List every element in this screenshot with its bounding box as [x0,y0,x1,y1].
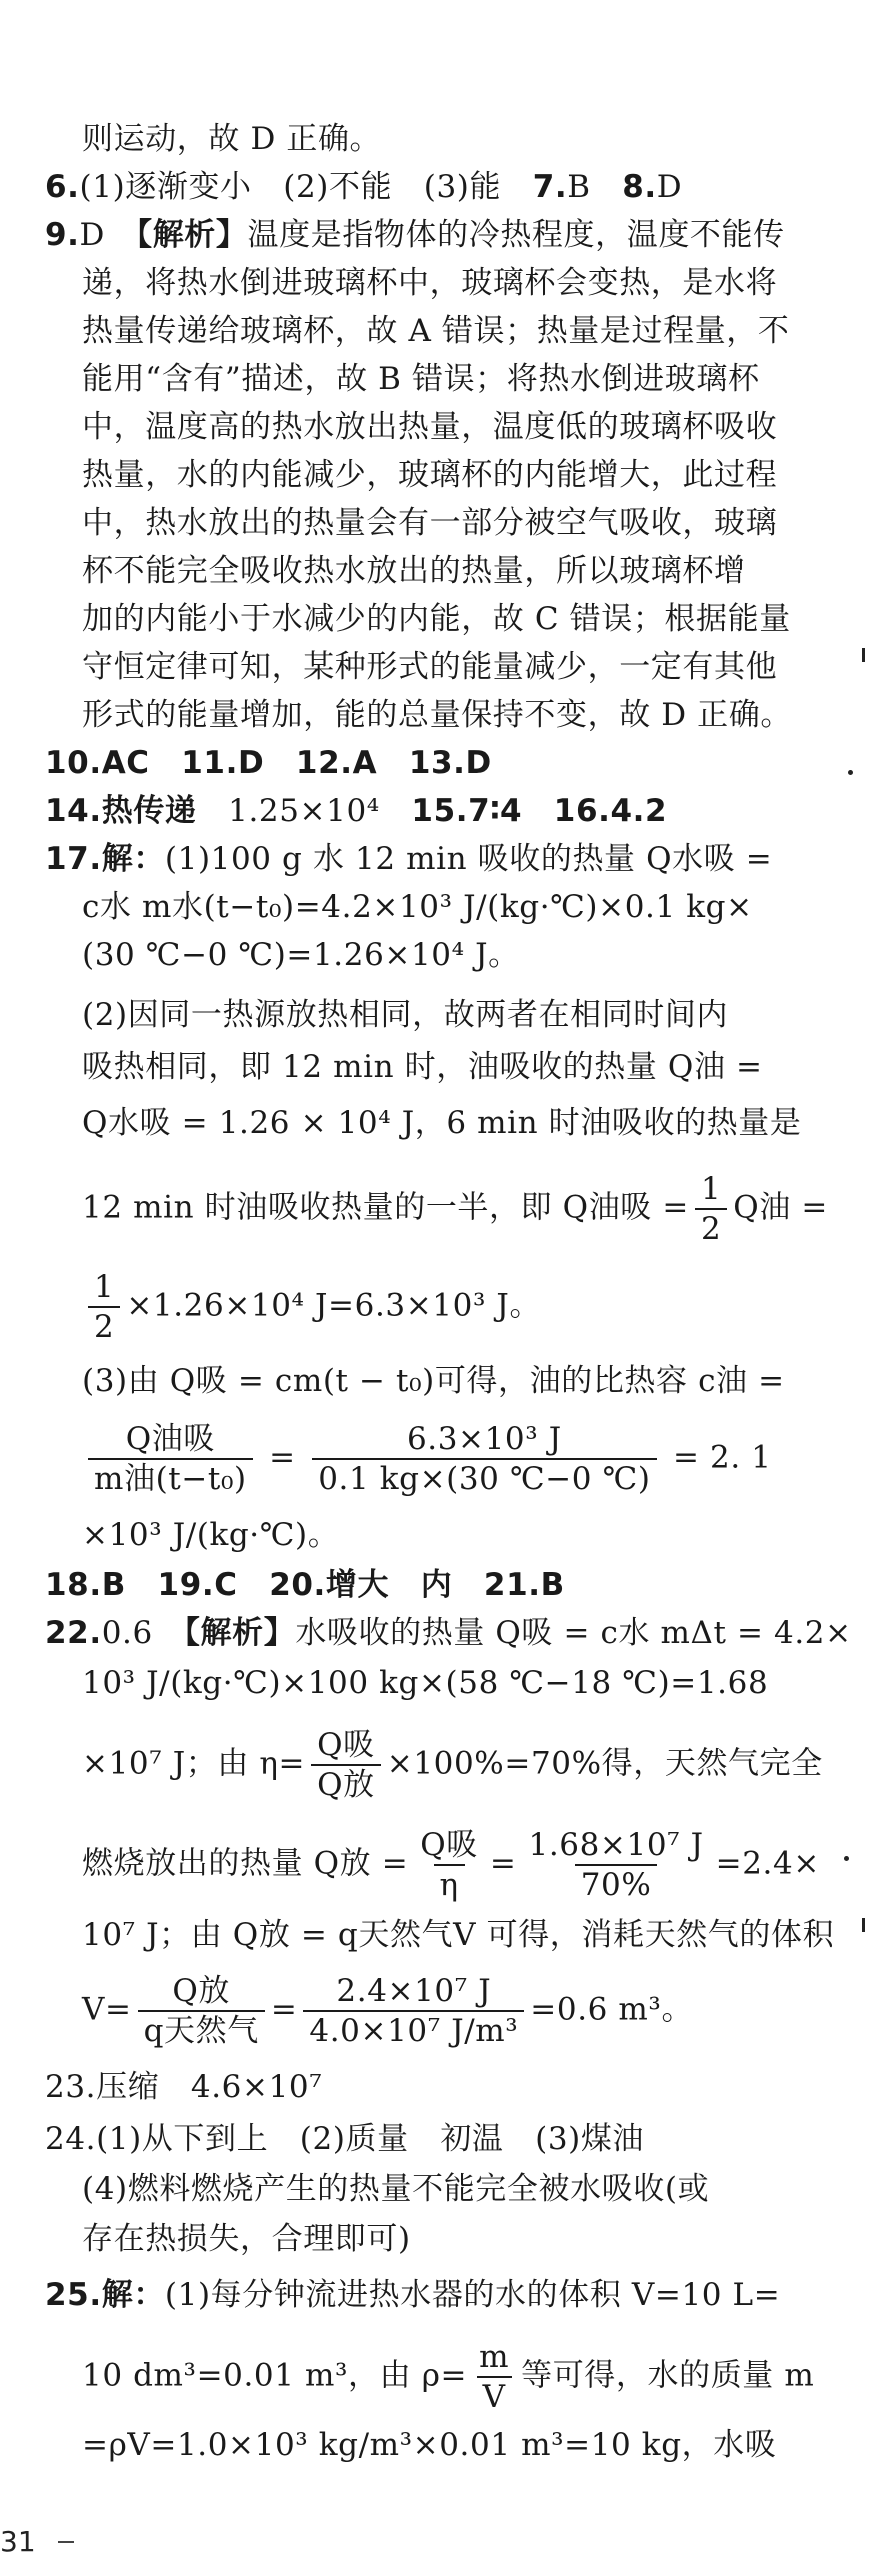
fraction: $\frac{\text{Q放}}{\text{q天然气}}$ [138,1972,265,2050]
formula-line: 12 min 时油吸收热量的一半，即 Q油吸 = $\frac{1}{2}$ Q油 = [82,1171,828,1247]
fraction: $\frac{\text{1.68×10⁷ J}}{70\%}$ [528,1827,704,1903]
text-line: 能用“含有”描述，故 B 错误；将热水倒进玻璃杯 [82,361,760,397]
answer-17: 17.解：(1)100 g 水 12 min 吸收的热量 Q水吸 = [45,841,773,877]
text-line: (30 ℃−0 ℃)=1.26×10⁴ J。 [82,937,520,973]
answer-25: 25.解：(1)每分钟流进热水器的水的体积 V=10 L= [45,2277,781,2313]
fraction: $\frac{1}{2}$ [695,1170,727,1248]
text-line: c水 m水(t−t₀)=4.2×10³ J/(kg·℃)×0.1 kg× [82,889,753,925]
text-line: 10⁷ J；由 Q放 = q天然气V 可得，消耗天然气的体积 [82,1917,835,1953]
text-line: =ρV=1.0×10³ kg/m³×0.01 m³=10 kg，水吸 [82,2427,777,2463]
text-line: 热量传递给玻璃杯，故 A 错误；热量是过程量，不 [82,313,790,349]
text-line: (3)由 Q吸 = cm(t − t₀)可得，油的比热容 c油 = [82,1363,785,1399]
page-number: 31 [0,2525,36,2558]
text-line: ×10³ J/(kg·℃)。 [82,1517,340,1553]
text-line: 热量，水的内能减少，玻璃杯的内能增大，此过程 [82,457,778,493]
answer-24: 24.(1)从下到上 (2)质量 初温 (3)煤油 [45,2121,645,2157]
text-line: 10³ J/(kg·℃)×100 kg×(58 ℃−18 ℃)=1.68 [82,1665,769,1701]
formula-line: V= $\frac{\text{Q放}}{\text{q天然气}}$ = $\frac{\text{2.4×10⁷ J}}{\text{4.0×10⁷ J/m³}}$ =0.6 m³。 [82,1973,694,2049]
text-line: 形式的能量增加，能的总量保持不变，故 D 正确。 [82,697,792,733]
text-line: 吸热相同，即 12 min 时，油吸收的热量 Q油 = [82,1049,763,1085]
text-line: 则运动，故 D 正确。 [82,121,382,157]
answer-22: 22.0.6 【解析】水吸收的热量 Q吸 = c水 mΔt = 4.2× [45,1615,852,1651]
formula-line: 燃烧放出的热量 Q放 = $\frac{\text{Q吸}}{\eta}$ = $\frac{\text{1.68×10⁷ J}}{70\%}$ =2.4× [82,1827,820,1903]
formula-line: 10 dm³=0.01 m³，由 ρ= $\frac{m}{V}$ 等可得，水的质量 m [82,2339,815,2415]
answer-14-16: 14.热传递 1.25×10⁴ 15.7∶4 16.4.2 [45,793,668,829]
fraction: $\frac{m}{V}$ [473,2338,515,2416]
answer-10-13: 10.AC 11.D 12.A 13.D [45,745,492,781]
text-line: 杯不能完全吸收热水放出的热量，所以玻璃杯增 [82,553,746,589]
formula-line: $\frac{\text{Q油吸}}{\text{m油(t−t₀)}}$ = $\frac{\text{6.3×10³ J}}{0.1 kg\times(30 ℃-0 ℃)}$ = 2. 1 [82,1420,850,1498]
fraction: $\frac{\text{Q油吸}}{\text{m油(t−t₀)}}$ [88,1420,253,1498]
text-line: 中，热水放出的热量会有一部分被空气吸收，玻璃 [82,505,778,541]
text-line: Q水吸 = 1.26 × 10⁴ J，6 min 时油吸收的热量是 [82,1105,802,1141]
fraction: $\frac{\text{Q吸}}{\text{Q放}}$ [311,1726,381,1804]
margin-dot [848,770,853,775]
text-line: 存在热损失，合理即可) [82,2221,411,2257]
fraction: $\frac{\text{Q吸}}{\eta}$ [420,1827,478,1903]
text-line: 递，将热水倒进玻璃杯中，玻璃杯会变热，是水将 [82,265,778,301]
answer-6-8: 6.(1)逐渐变小 (2)不能 (3)能 7.B 8.D [45,169,683,205]
fraction: $\frac{\text{2.4×10⁷ J}}{\text{4.0×10⁷ J/m³}}$ [303,1972,524,2050]
margin-dot [844,1856,849,1861]
page-number-dash [58,2541,74,2543]
answer-23: 23.压缩 4.6×10⁷ [45,2069,323,2105]
margin-mark [862,648,865,662]
fraction: $\frac{\text{6.3×10³ J}}{0.1 kg\times(30 ℃-0 ℃)}$ [312,1420,656,1498]
answer-9: 9.D 【解析】温度是指物体的冷热程度，温度不能传 [45,217,785,253]
text-line: (2)因同一热源放热相同，故两者在相同时间内 [82,997,729,1033]
answer-18-21: 18.B 19.C 20.增大 内 21.B [45,1567,565,1603]
text-line: 守恒定律可知，某种形式的能量减少，一定有其他 [82,649,778,685]
formula-line: ×10⁷ J；由 η= $\frac{\text{Q吸}}{\text{Q放}}$ ×100%=70%得，天然气完全 [82,1727,823,1803]
text-line: 中，温度高的热水放出热量，温度低的玻璃杯吸收 [82,409,778,445]
text-line: (4)燃料燃烧产生的热量不能完全被水吸收(或 [82,2171,710,2207]
margin-mark [862,1918,865,1932]
fraction: $\frac{1}{2}$ [88,1268,120,1346]
text-line: 加的内能小于水减少的内能，故 C 错误；根据能量 [82,601,791,637]
formula-line: $\frac{1}{2}$ ×1.26×10⁴ J=6.3×10³ J。 [82,1268,850,1346]
